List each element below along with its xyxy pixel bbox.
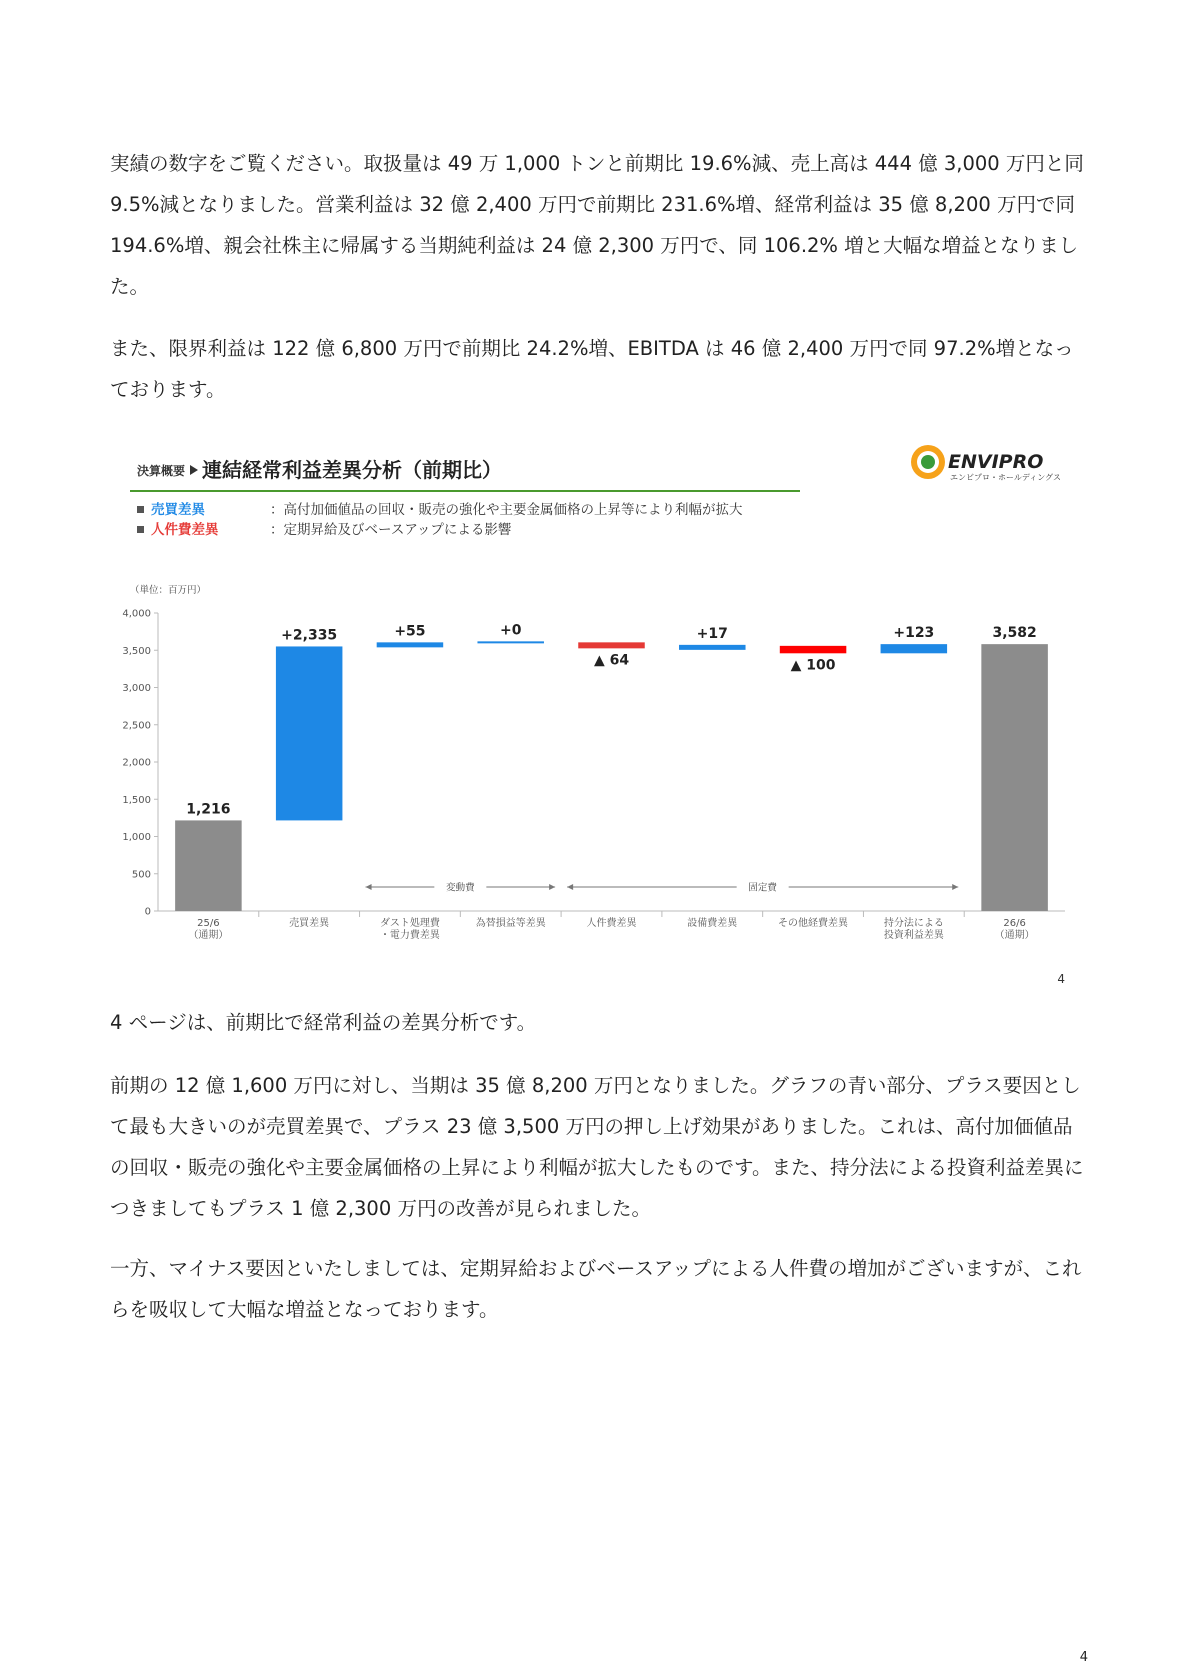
waterfall-bar — [881, 644, 948, 653]
paragraph-intro-page4: 4 ページは、前期比で経常利益の差異分析です。 — [110, 1011, 537, 1034]
bar-value-label: ▲ 64 — [593, 652, 630, 669]
x-category-label: （通期） — [994, 930, 1035, 941]
y-tick-label: 3,000 — [122, 683, 151, 694]
breadcrumb-arrow-icon — [190, 465, 198, 475]
paragraph-marginal-profit: また、限界利益は 122 億 6,800 万円で前期比 24.2%増、EBITDA は 46 億 2,400 万円で同 97.2%増となっております。 — [110, 337, 1074, 401]
x-category-label: ・電力費差異 — [379, 930, 440, 941]
bar-value-label: +2,335 — [281, 627, 338, 644]
note-text-trading: ：高付加価値品の回収・販売の強化や主要金属価格の上昇等により利幅が拡大 — [270, 502, 743, 518]
y-tick-label: 0 — [144, 906, 151, 918]
x-category-label: 25/6 — [197, 918, 220, 929]
y-tick-label: 2,500 — [122, 720, 151, 732]
bar-value-label: 3,582 — [992, 625, 1037, 642]
bracket-arrow-left-icon — [366, 884, 372, 890]
bar-value-label: +123 — [893, 625, 935, 642]
note-label-personnel: 人件費差異 — [151, 522, 219, 538]
note-bullet-icon — [137, 526, 144, 533]
paragraph-positive-factors: 前期の 12 億 1,600 万円に対し、当期は 35 億 8,200 万円となりました。グラフの青い部分、プラス要因として最も大きいのが売買差異で、プラス 23 億 3,500 万円の押し上げ効果がありました。これは、高付加価値品の回収・販売の強化や主要金属価格の上昇により利幅が拡大したものです。また、持分法による投資利益差異につきましてもプラス 1 億 2,300 万円の改善が見られました。 — [110, 1074, 1084, 1220]
note-text-personnel: ：定期昇給及びベースアップによる影響 — [270, 522, 512, 538]
x-category-label: 設備費差異 — [687, 918, 738, 929]
x-category-label: 26/6 — [1003, 918, 1026, 929]
x-category-label: 売買差異 — [289, 918, 330, 929]
envipro-logo — [911, 445, 1061, 482]
x-category-label: その他経費差異 — [778, 918, 849, 929]
waterfall-chart — [122, 609, 1065, 942]
waterfall-bar — [276, 646, 343, 820]
y-tick-label: 2,000 — [122, 757, 151, 769]
y-tick-label: 1,000 — [122, 832, 151, 843]
bracket-arrow-right-icon — [549, 884, 555, 890]
bar-value-label: +0 — [499, 622, 522, 639]
x-category-label: 投資利益差異 — [883, 930, 944, 941]
bar-value-label: 1,216 — [186, 801, 231, 818]
y-tick-label: 500 — [131, 869, 151, 881]
bracket-arrow-right-icon — [952, 884, 958, 890]
y-tick-label: 4,000 — [122, 608, 151, 620]
chart-unit-label: （単位：百万円） — [130, 585, 207, 596]
waterfall-bar — [377, 642, 444, 647]
x-category-label: （通期） — [188, 930, 229, 941]
waterfall-bar — [981, 644, 1048, 911]
slide-title: 連結経常利益差異分析（前期比） — [202, 458, 502, 482]
logo-text: ENVIPRO — [948, 451, 1044, 473]
paragraph-results: 実績の数字をご覧ください。取扱量は 49 万 1,000 トンと前期比 19.6%減、売上高は 444 億 3,000 万円と同 9.5%減となりました。営業利益は 32 億 2,400 万円で前期比 231.6%増、経常利益は 35 億 8,200 万円で同 194.6%増、親会社株主に帰属する当期純利益は 24 億 2,300 万円で、同 106.2% 増と大幅な増益となりました。 — [110, 152, 1084, 298]
bar-value-label: ▲ 100 — [790, 657, 836, 674]
x-category-label: ダスト処理費 — [379, 918, 440, 929]
y-tick-label: 1,500 — [122, 794, 151, 806]
x-category-label: 為替損益等差異 — [475, 918, 546, 929]
bar-value-label: +17 — [696, 625, 728, 642]
bracket-arrow-left-icon — [567, 884, 573, 890]
note-bullet-icon — [137, 506, 144, 513]
waterfall-bar — [679, 645, 746, 650]
x-category-label: 人件費差異 — [586, 918, 637, 929]
slide-page-number: 4 — [1057, 972, 1065, 985]
breadcrumb: 決算概要 — [137, 464, 186, 478]
x-category-label: 持分法による — [883, 918, 944, 929]
note-label-trading: 売買差異 — [151, 502, 205, 518]
waterfall-bar — [175, 820, 242, 911]
bracket-label: 固定費 — [748, 882, 777, 894]
waterfall-bar — [578, 642, 645, 648]
slide-figure — [120, 440, 1080, 985]
paragraph-negative-factors: 一方、マイナス要因といたしましては、定期昇給およびベースアップによる人件費の増加がございますが、これらを吸収して大幅な増益となっております。 — [110, 1257, 1082, 1321]
slide-svg — [120, 440, 1080, 985]
y-tick-label: 3,500 — [122, 645, 151, 657]
waterfall-bar — [780, 646, 847, 653]
logo-subtext: エンビプロ・ホールディングス — [950, 473, 1061, 482]
page-number: 4 — [1079, 1650, 1088, 1665]
bar-value-label: +55 — [394, 623, 426, 640]
waterfall-bar — [477, 641, 544, 643]
bracket-label: 変動費 — [446, 882, 475, 894]
